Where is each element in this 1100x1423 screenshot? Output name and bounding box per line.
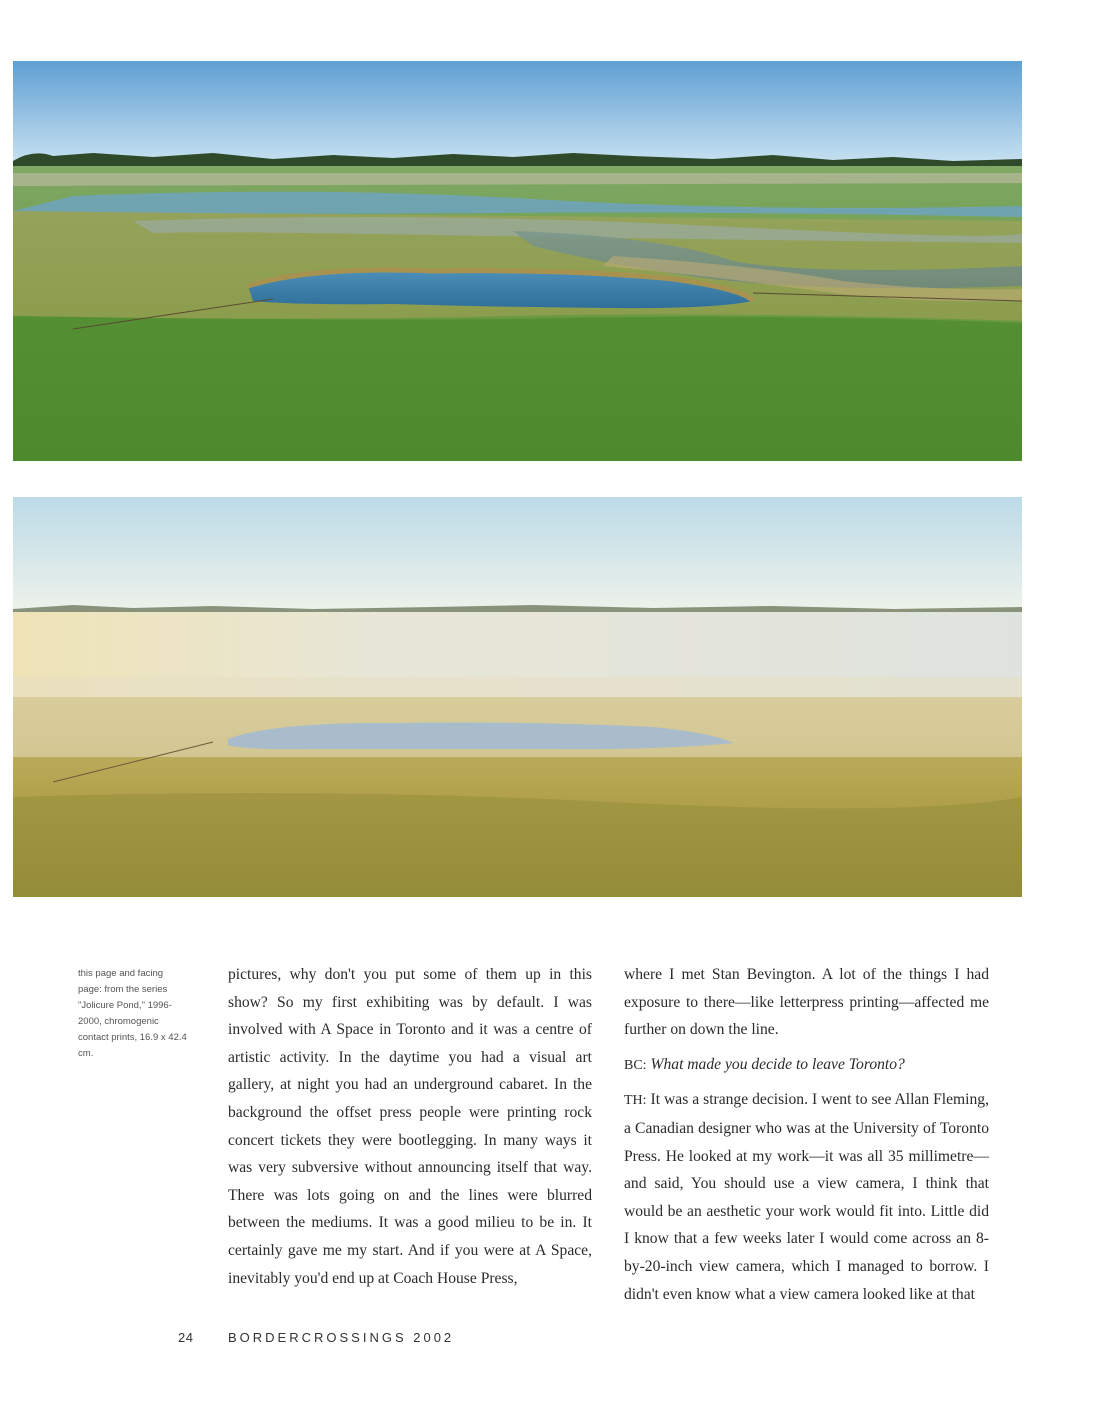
interview-question bbox=[624, 1051, 989, 1080]
paragraph: where I met Stan Bevington. A lot of the things I had exposure to there—like letterpress printing—affected me further on down the line. bbox=[624, 966, 989, 1039]
speaker-label: TH: bbox=[624, 1093, 647, 1109]
question-text: What made you decide to leave Toronto? bbox=[650, 1055, 905, 1073]
speaker-label: BC: bbox=[624, 1057, 647, 1073]
page-number: 24 bbox=[178, 1330, 194, 1345]
paragraph: pictures, why don't you put some of them up in this show? So my first exhibiting was by default. I was involved with A Space in Toronto and it was a centre of artistic activity. In the daytime you had a visual art gallery, at night you had an underground cabaret. In the background the offset press people were printing rock concert tickets they were bootlegging. In many ways it was very subversive without announcing itself that way. There was lots going on and the lines were blurred between the mediums. It was a good milieu to be in. It certainly gave me my start. And if you were at A Space, inevitably you'd end up at Coach House Press, bbox=[228, 966, 592, 1287]
interview-answer bbox=[624, 1086, 989, 1308]
photo-caption: this page and facing page: from the series "Jolicure Pond," 1996-2000, chromogenic contact prints, 16.9 x 42.4 cm. bbox=[78, 968, 187, 1059]
text-column-left bbox=[228, 961, 592, 1292]
photo-foggy-marsh bbox=[13, 497, 1022, 897]
answer-text: It was a strange decision. I went to see Allan Fleming, a Canadian designer who was at the University of Toronto Press. He looked at my work—it was all 35 millimetre—and said, You should use a view camera, I think that would be an aesthetic your work would fit into. Little did I know that a few weeks later I would come across an 8-by-20-inch view camera, which I managed to borrow. I didn't even know what a view camera looked like at that bbox=[624, 1091, 989, 1303]
text-column-right bbox=[624, 961, 989, 1308]
photo-green-marsh bbox=[13, 61, 1022, 461]
publication-title: BORDERCROSSINGS 2002 bbox=[228, 1330, 455, 1345]
running-title bbox=[228, 1330, 454, 1345]
